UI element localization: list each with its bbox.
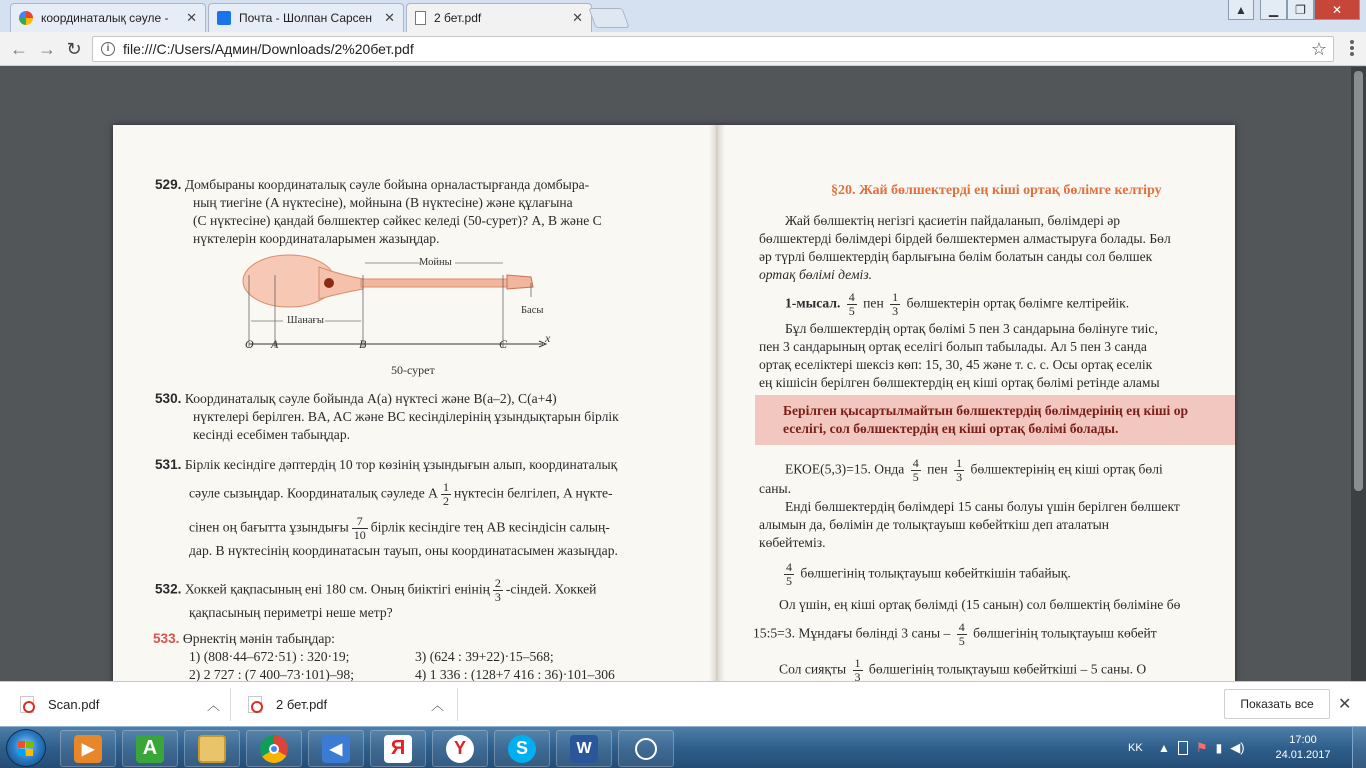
- taskbar-access[interactable]: [122, 730, 178, 767]
- close-icon[interactable]: ✕: [572, 10, 583, 25]
- exercise-531-line1: 531. Бірлік кесіндіге дәптердің 10 тор көзінің ұзындығын алып, координаталық: [155, 457, 618, 472]
- chevron-up-icon[interactable]: ︿: [206, 698, 220, 713]
- exercise-529-line2: ның тиегіне (A нүктесіне), мойнына (B нүктесіне) және құлағына: [193, 195, 573, 210]
- access-icon: A: [136, 735, 164, 763]
- right-para2-line3: ортақ еселіктері шексіз көп: 15, 30, 45 және т. с. с. Осы ортақ еселік: [759, 357, 1153, 372]
- exercise-531-line3: сінен оң бағытта ұзындығы $\frac{7}{10}$ бірлік кесіндіге тең AB кесіндісін салың-: [189, 514, 610, 542]
- mail-icon: [217, 11, 231, 25]
- taskbar-chrome[interactable]: [246, 730, 302, 767]
- pdf-file-icon: [248, 696, 262, 713]
- right-para1-line4: ортақ бөлімі деміз.: [759, 267, 873, 282]
- clock-time: 17:00: [1289, 734, 1317, 746]
- section-heading: §20. Жай бөлшектерді ең кіші ортақ бөлімге келтіру: [831, 183, 1162, 198]
- pdf-viewer[interactable]: [0, 67, 1366, 681]
- taskbar-volume-app[interactable]: [308, 730, 364, 767]
- fraction-7-10: $\frac{7}{10}$: [353, 514, 366, 542]
- tab-google-search[interactable]: [10, 3, 206, 32]
- clock-date: 24.01.2017: [1275, 749, 1331, 761]
- volume-icon: ◀): [1230, 740, 1245, 755]
- example-1: 1-мысал. $\frac{4}{5}$ пен $\frac{1}{3}$ бөлшектерін ортақ бөлімге келтірейік.: [785, 290, 1130, 318]
- exercise-532-line1: 532. Хоккей қақпасының ені 180 см. Оның биіктігі енінің $\frac{2}{3}$ -сіндей. Хоккей: [155, 576, 597, 604]
- label-moinyn: Мойны: [419, 257, 452, 268]
- dombra-figure: [241, 253, 561, 353]
- arrow-left-icon: ←: [10, 38, 28, 59]
- dombra-head: [507, 275, 533, 289]
- word-icon: W: [570, 735, 598, 763]
- reload-icon: ↻: [66, 38, 82, 59]
- download-item[interactable]: [248, 688, 444, 721]
- label-C: C: [499, 337, 508, 351]
- taskbar-yandex[interactable]: [370, 730, 426, 767]
- right-para4-line1: Ол үшін, ең кіші ортақ бөлімді (15 санын) сол бөлшектің бөліміне бө: [779, 597, 1181, 612]
- rule-line2: еселігі, сол бөлшектердің ең кіші ортақ бөлімі болады.: [783, 421, 1119, 436]
- profile-button[interactable]: [1228, 0, 1254, 20]
- url-text[interactable]: file:///C:/Users/Админ/Downloads/2%20бет.pdf: [123, 41, 414, 57]
- exercise-533-line1: 533. Өрнектің мәнін табыңдар:: [153, 631, 335, 646]
- chrome-icon: [260, 735, 288, 763]
- tab-mail[interactable]: [208, 3, 404, 32]
- browser-toolbar: [0, 32, 1366, 66]
- system-clock[interactable]: [1268, 733, 1338, 763]
- taskbar-yandex-browser[interactable]: [432, 730, 488, 767]
- google-icon: [19, 11, 33, 25]
- taskbar-geogebra[interactable]: [618, 730, 674, 767]
- download-filename: 2 бет.pdf: [276, 697, 328, 712]
- battery-icon: [1178, 741, 1188, 755]
- vertical-scrollbar[interactable]: [1351, 67, 1366, 681]
- dombra-sound-hole: [324, 278, 334, 288]
- exercise-530-line1: 530. Координаталық сәуле бойында A(a) нүктесі және B(a–2), C(a+4): [155, 391, 557, 406]
- user-icon: ▲: [1235, 2, 1247, 17]
- pdf-page: [113, 125, 1235, 681]
- minimize-icon: ▁: [1268, 2, 1279, 17]
- tab-title: координаталық сәуле -: [41, 11, 169, 25]
- figure-caption: 50-сурет: [391, 363, 435, 377]
- windows-logo-icon: [18, 741, 34, 757]
- tab-title: 2 бет.pdf: [434, 11, 482, 25]
- taskbar-explorer[interactable]: [184, 730, 240, 767]
- page-gutter: [709, 125, 725, 681]
- taskbar-word[interactable]: [556, 730, 612, 767]
- windows-taskbar: [0, 726, 1366, 768]
- download-item[interactable]: [20, 688, 220, 721]
- label-x: x: [545, 331, 551, 345]
- yandex-icon: Я: [384, 735, 412, 763]
- volume-app-icon: ◀: [322, 735, 350, 763]
- scrollbar-thumb[interactable]: [1354, 71, 1363, 491]
- right-para3-line1: Енді бөлшектердің бөлімдері 15 саны болуы үшін берілген бөлшект: [785, 499, 1180, 514]
- right-para1-line3: әр түрлі бөлшектердің барлығына бөлім болатын санды сол бөлшек: [759, 249, 1153, 264]
- tray-icons[interactable]: [1178, 727, 1245, 768]
- yandex-browser-icon: Y: [446, 735, 474, 763]
- close-icon[interactable]: ✕: [384, 10, 395, 25]
- back-button[interactable]: [8, 38, 30, 60]
- label-O: O: [245, 337, 254, 351]
- address-bar[interactable]: [92, 36, 1334, 62]
- label-B: B: [359, 337, 367, 351]
- arrow-right-icon: →: [38, 38, 56, 59]
- exercise-533-expr2: 2) 2 727 : (7 400–73·101)–98;: [189, 667, 354, 681]
- explorer-icon: [198, 735, 226, 763]
- minimize-button[interactable]: [1260, 0, 1287, 20]
- label-A: A: [271, 337, 279, 351]
- close-window-button[interactable]: [1314, 0, 1360, 20]
- chevron-up-icon[interactable]: ︿: [430, 698, 444, 713]
- shelf-divider: [230, 688, 231, 721]
- tab-pdf[interactable]: [406, 3, 592, 32]
- menu-button[interactable]: [1346, 38, 1358, 60]
- forward-button[interactable]: [36, 38, 58, 60]
- right-para2-line2: пен 3 сандарының ортақ еселігі болып табылады. Ал 5 пен 3 санда: [759, 339, 1147, 354]
- exercise-531-line4: дар. B нүктесінің координатасын тауып, оны координатасымен жазыңдар.: [189, 543, 618, 558]
- fraction-2-3: $\frac{2}{3}$: [494, 576, 501, 604]
- bookmark-star-icon[interactable]: ☆: [1310, 38, 1327, 59]
- right-para5-line1: Сол сияқты $\frac{1}{3}$ бөлшегінің толықтауыш көбейткіші – 5 саны. О: [779, 656, 1147, 681]
- network-icon: ▮: [1215, 741, 1223, 755]
- label-basy: Басы: [521, 305, 544, 316]
- exercise-530-line3: кесінді есебімен табыңдар.: [193, 427, 351, 442]
- tab-title: Почта - Шолпан Сарсен: [239, 11, 372, 25]
- exercise-533-expr4: 4) 1 336 : (128+7 416 : 36)·101–306: [415, 667, 615, 681]
- pdf-file-icon: [20, 696, 34, 713]
- label-shanagy: Шанағы: [287, 315, 324, 326]
- exercise-530-line2: нүктелері берілген. BA, AC және BC кесінділерінің ұзындықтарын бірлік: [193, 409, 619, 424]
- show-desktop-button[interactable]: [1352, 727, 1366, 768]
- right-para1-line1: Жай бөлшектің негізгі қасиетін пайдаланып, бөлімдері әр: [785, 213, 1121, 228]
- exercise-532-line2: қақпасының периметрі неше метр?: [189, 605, 393, 620]
- flag-icon: ⚑: [1196, 740, 1208, 755]
- dombra-neck: [361, 279, 509, 287]
- close-icon[interactable]: ✕: [186, 10, 197, 25]
- right-para1-line2: бөлшектерді бөлімдері бірдей бөлшектермен алмастыруға болады. Бөл: [759, 231, 1171, 246]
- close-icon: ✕: [1338, 696, 1352, 713]
- new-tab-button[interactable]: [588, 8, 629, 28]
- maximize-button[interactable]: [1287, 0, 1314, 20]
- close-shelf-button[interactable]: [1338, 694, 1351, 714]
- right-para2-line1: Бұл бөлшектердің ортақ бөлімі 5 пен 3 сандарына бөлінуге тиіс,: [785, 321, 1158, 336]
- taskbar-skype[interactable]: [494, 730, 550, 767]
- shelf-divider: [457, 688, 458, 721]
- geogebra-icon: [635, 738, 657, 760]
- fraction-1-2: $\frac{1}{2}$: [442, 480, 449, 508]
- media-player-icon: ▶: [74, 735, 102, 763]
- exercise-529-line1: 529. Домбыраны координаталық сәуле бойына орналастырғанда домбыра-: [155, 177, 590, 192]
- ekoe-line: ЕКОЕ(5,3)=15. Онда $\frac{4}{5}$ пен $\frac{1}{3}$ бөлшектерінің ең кіші ортақ бөлі: [785, 456, 1163, 484]
- start-button[interactable]: [6, 729, 46, 767]
- download-shelf: [0, 681, 1366, 726]
- show-all-button[interactable]: Показать все: [1224, 689, 1330, 719]
- exercise-529-line3: (C нүктесіне) қандай бөлшектер сәйкес келеді (50-сурет)? A, B және C: [193, 213, 602, 228]
- tray-show-hidden-icon[interactable]: ▲: [1158, 741, 1170, 755]
- info-icon[interactable]: i: [101, 42, 115, 56]
- ekoe-line2: саны.: [759, 481, 792, 496]
- fraction-4-5-line: $\frac{4}{5}$ бөлшегінің толықтауыш көбейткішін табайық.: [786, 560, 1071, 588]
- download-filename: Scan.pdf: [48, 697, 100, 712]
- right-para3-line2: алымын да, бөлімін де толықтауыш көбейткіш деп аталатын: [759, 517, 1110, 532]
- taskbar-media-player[interactable]: [60, 730, 116, 767]
- rule-line1: Берілген қысартылмайтын бөлшектердің бөлімдерінің ең кіші ор: [783, 403, 1189, 418]
- title-bar: [0, 0, 1366, 32]
- close-icon: ✕: [1331, 2, 1343, 17]
- right-para2-line4: ең кішісін берілген бөлшектердің ең кіші ортақ бөлімі ретінде аламы: [759, 375, 1160, 390]
- right-para3-line3: көбейтеміз.: [759, 535, 826, 550]
- skype-icon: S: [508, 735, 536, 763]
- exercise-529-line4: нүктелерін координаталарымен жазыңдар.: [193, 231, 440, 246]
- right-para4-line2: 15:5=3. Мұндағы бөлінді 3 саны – $\frac{4}{5}$ бөлшегінің толықтауыш көбейт: [753, 620, 1157, 648]
- reload-button[interactable]: [63, 38, 85, 60]
- language-indicator[interactable]: KK: [1128, 742, 1143, 754]
- exercise-533-expr3: 3) (624 : 39+22)·15–568;: [415, 649, 554, 664]
- exercise-531-line2: сәуле сызыңдар. Координаталық сәуледе A $\frac{1}{2}$ нүктесін белгілеп, A нүкте-: [189, 480, 613, 508]
- document-icon: [415, 11, 426, 25]
- exercise-533-expr1: 1) (808·44–672·51) : 320·19;: [189, 649, 350, 664]
- maximize-icon: ❐: [1295, 2, 1306, 17]
